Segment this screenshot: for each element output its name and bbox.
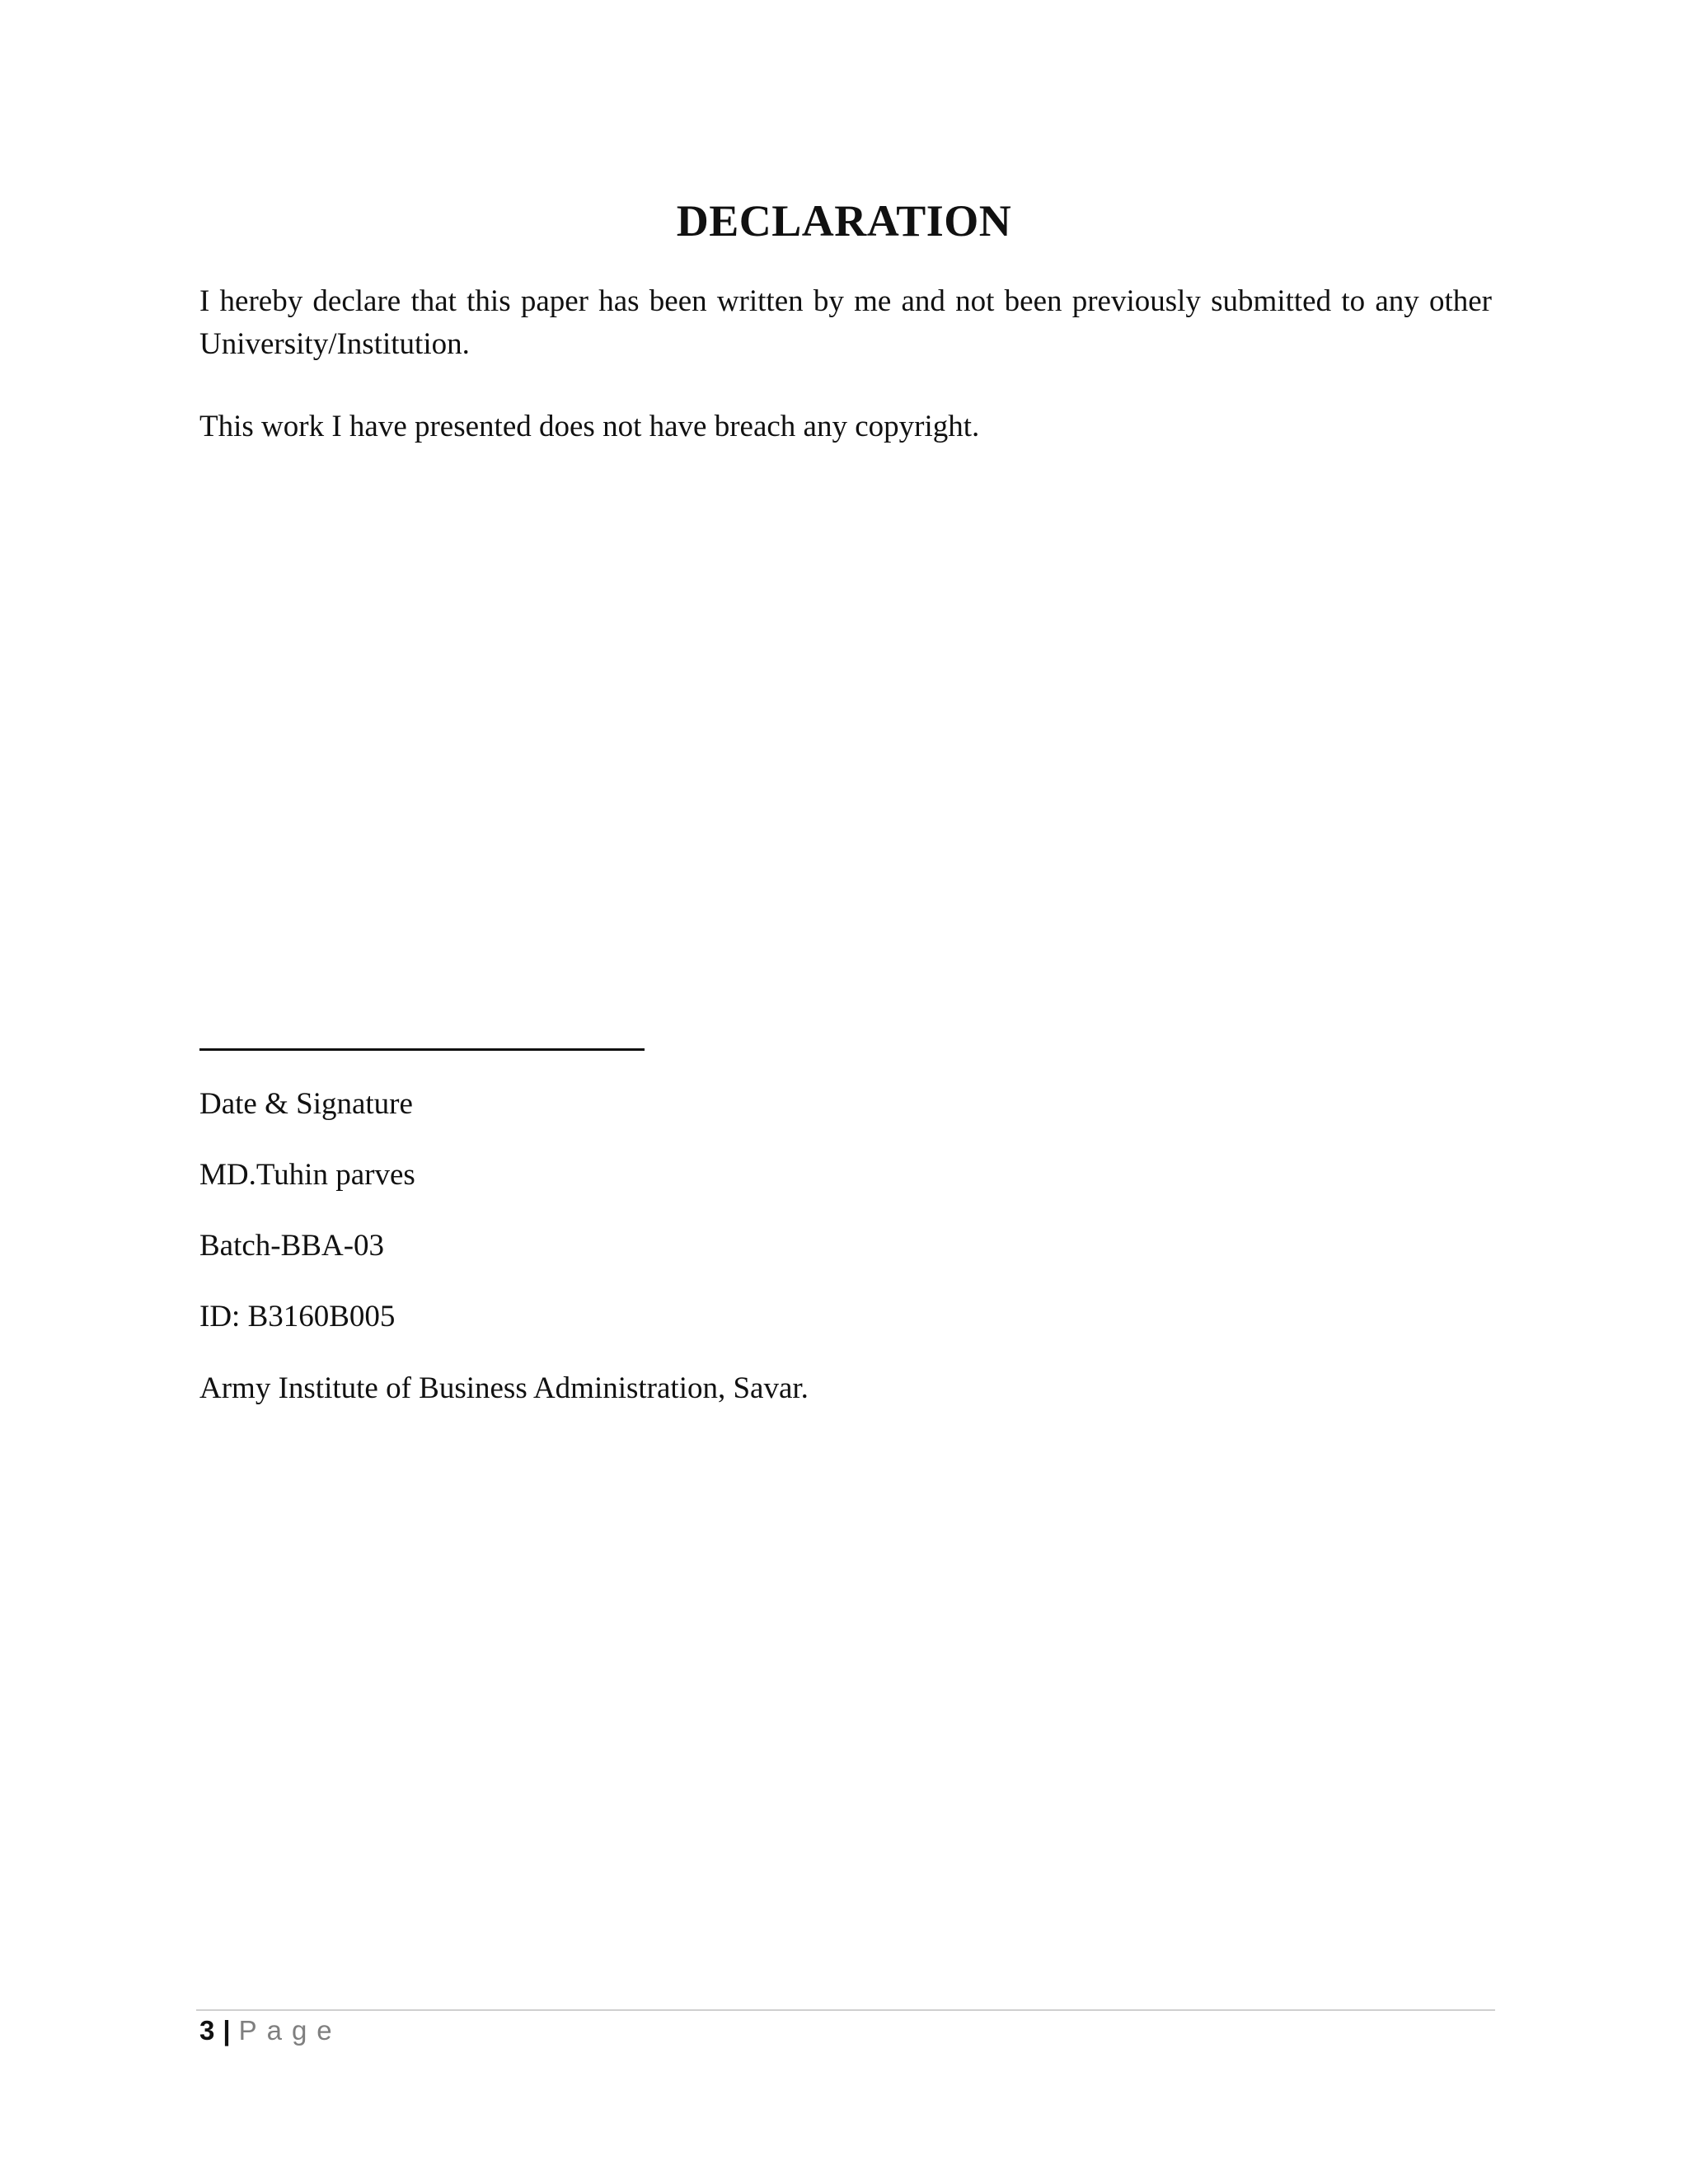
declaration-paragraph: I hereby declare that this paper has been written by me and not been previously submitted to any other University/Institution.: [199, 284, 1492, 361]
page-title: DECLARATION: [676, 196, 1012, 246]
date-signature-label: Date & Signature: [199, 1087, 413, 1121]
institution-name: Army Institute of Business Administration, Savar.: [199, 1371, 809, 1405]
page-separator: |: [223, 2015, 231, 2046]
author-batch: Batch-BBA-03: [199, 1229, 385, 1263]
copyright-paragraph: This work I have presented does not have breach any copyright.: [199, 410, 980, 443]
author-id: ID: B3160B005: [199, 1300, 396, 1333]
page-footer: [199, 2011, 342, 2050]
page-number: 3: [199, 2015, 215, 2046]
signature-line: [199, 1048, 645, 1051]
author-name: MD.Tuhin parves: [199, 1158, 415, 1192]
footer-divider: [196, 2009, 1495, 2011]
page-label: Page: [238, 2015, 342, 2046]
